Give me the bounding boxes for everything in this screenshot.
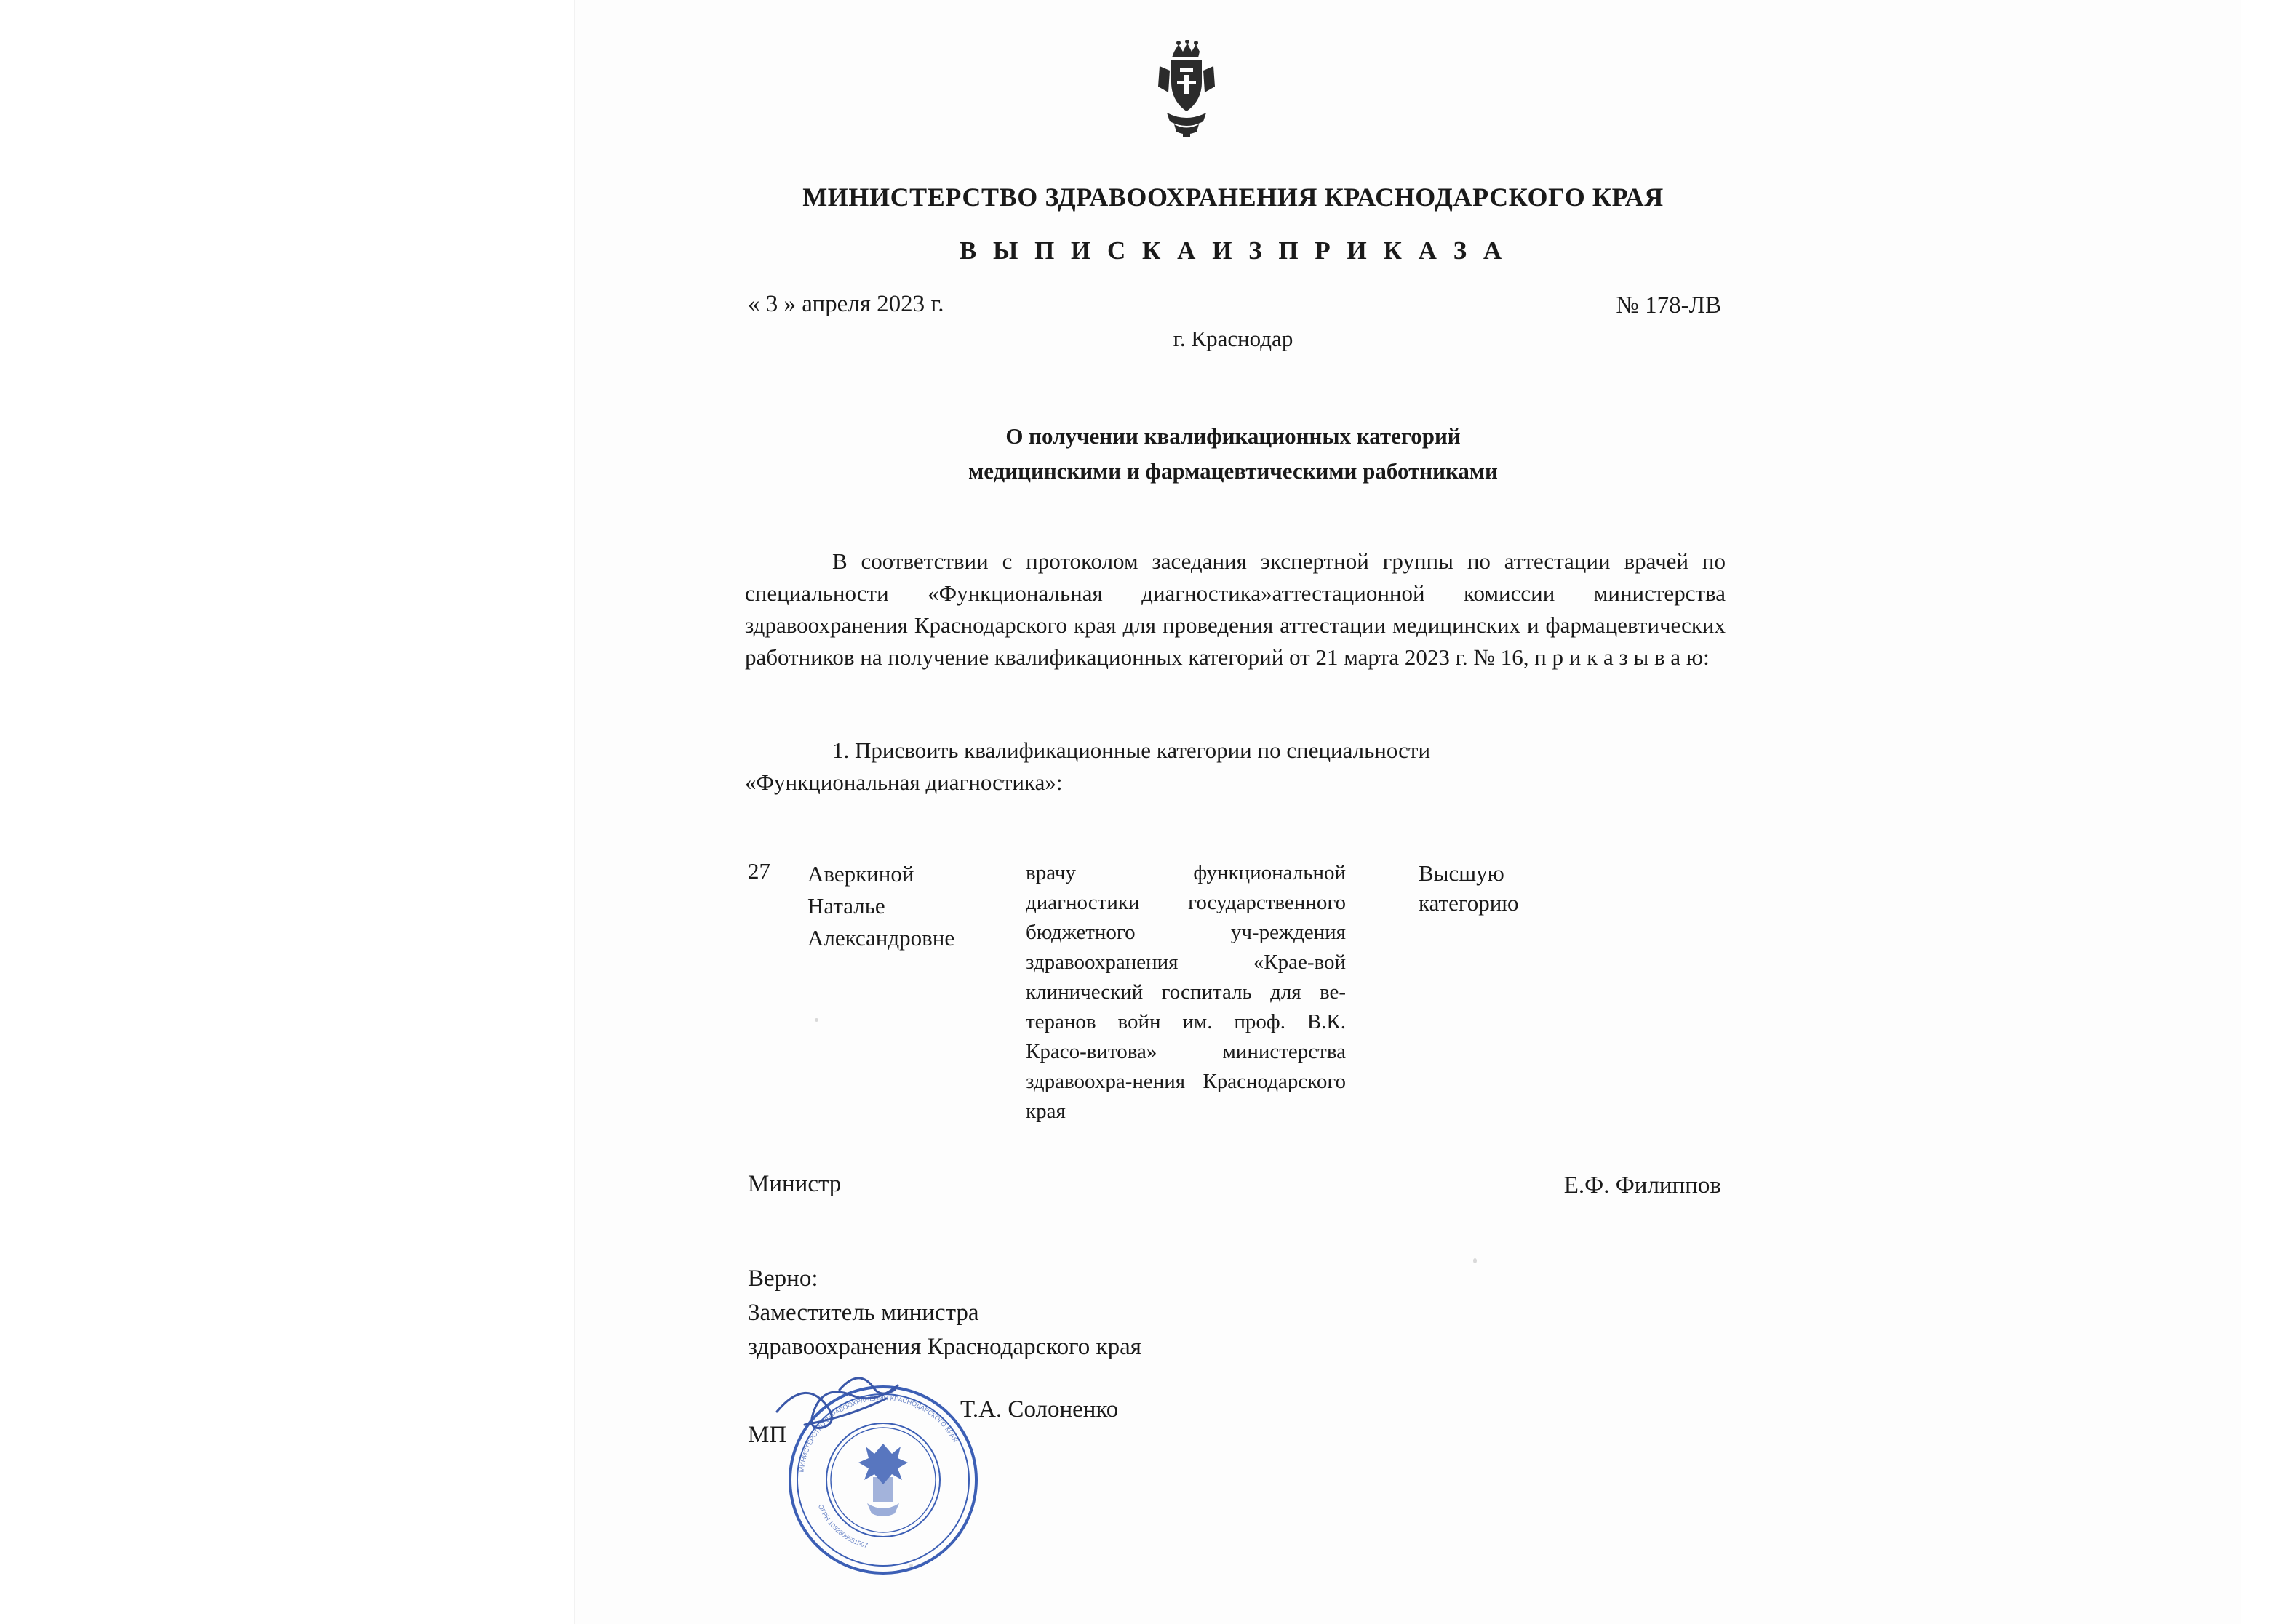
body-paragraph <box>745 545 1726 673</box>
row-category-line-1: Высшую <box>1419 860 1504 886</box>
subject-line-1: О получении квалификационных категорий <box>1005 423 1461 449</box>
row-person-name-line-2: Наталье <box>807 893 885 919</box>
certification-deputy-line-1: Заместитель министра <box>748 1300 979 1326</box>
minister-name: Е.Ф. Филиппов <box>1563 1172 1721 1199</box>
row-number: 27 <box>748 858 770 884</box>
document-type-heading: В Ы П И С К А И З П Р И К А З А <box>959 236 1507 265</box>
official-seal-stamp <box>738 1342 1029 1582</box>
minister-label: Министр <box>748 1171 842 1197</box>
row-category-line-2: категорию <box>1419 890 1519 916</box>
ministry-heading: МИНИСТЕРСТВО ЗДРАВООХРАНЕНИЯ КРАСНОДАРСКОГО КРАЯ <box>802 183 1664 212</box>
seal-place-label: МП <box>748 1422 787 1448</box>
certification-verno: Верно: <box>748 1265 818 1292</box>
scan-left-margin <box>0 0 575 1624</box>
certifier-name: Т.А. Солоненко <box>960 1396 1119 1423</box>
document-number: № 178-ЛВ <box>1616 292 1721 319</box>
document-subject <box>735 419 1731 489</box>
document-page <box>575 0 2241 1624</box>
certification-deputy-line-2: здравоохранения Краснодарского края <box>748 1334 1141 1360</box>
body-paragraph-text: В соответствии с протоколом заседания экспертной группы по аттестации врачей по специальности «Функциональная диагностика»аттестационной комиссии министерства здравоохранения Краснодарского края для проведения аттестации медицинских и фармацевтических работников на получение квалификационных категорий от 21 марта 2023 г. № 16, п р и к а з ы в а ю: <box>745 548 1726 670</box>
document-content <box>735 0 1731 1624</box>
document-date: « 3 » апреля 2023 г. <box>748 291 944 317</box>
order-item-1-line-1: 1. Присвоить квалификационные категории по специальности <box>832 737 1431 763</box>
row-category <box>1419 858 1564 918</box>
svg-text:МИНИСТЕРСТВО ЗДРАВООХРАНЕНИЯ К: МИНИСТЕРСТВО ЗДРАВООХРАНЕНИЯ КРАСНОДАРСКОГО КРАЯ <box>797 1393 960 1473</box>
row-position-description: врачу функциональной диагностики государственного бюджетного уч-реждения здравоохранения «Крае-вой клинический госпиталь для ве-теранов войн им. проф. В.К. Красо-витова» министерства здравоохра-нения Краснодарского края <box>1026 861 1346 1123</box>
coat-of-arms-icon <box>1142 40 1229 138</box>
row-person-name <box>807 858 989 954</box>
subject-line-2: медицинскими и фармацевтическими работниками <box>968 458 1498 484</box>
document-city: г. Краснодар <box>1173 326 1293 351</box>
order-item-1-line-2: «Функциональная диагностика»: <box>745 769 1063 795</box>
svg-text:ОГРН 1032306551507: ОГРН 1032306551507 <box>816 1503 869 1550</box>
order-item-1 <box>745 735 1640 799</box>
scan-right-margin <box>2241 0 2293 1624</box>
row-person-name-line-1: Аверкиной <box>807 861 914 887</box>
row-person-name-line-3: Александровне <box>807 925 955 951</box>
